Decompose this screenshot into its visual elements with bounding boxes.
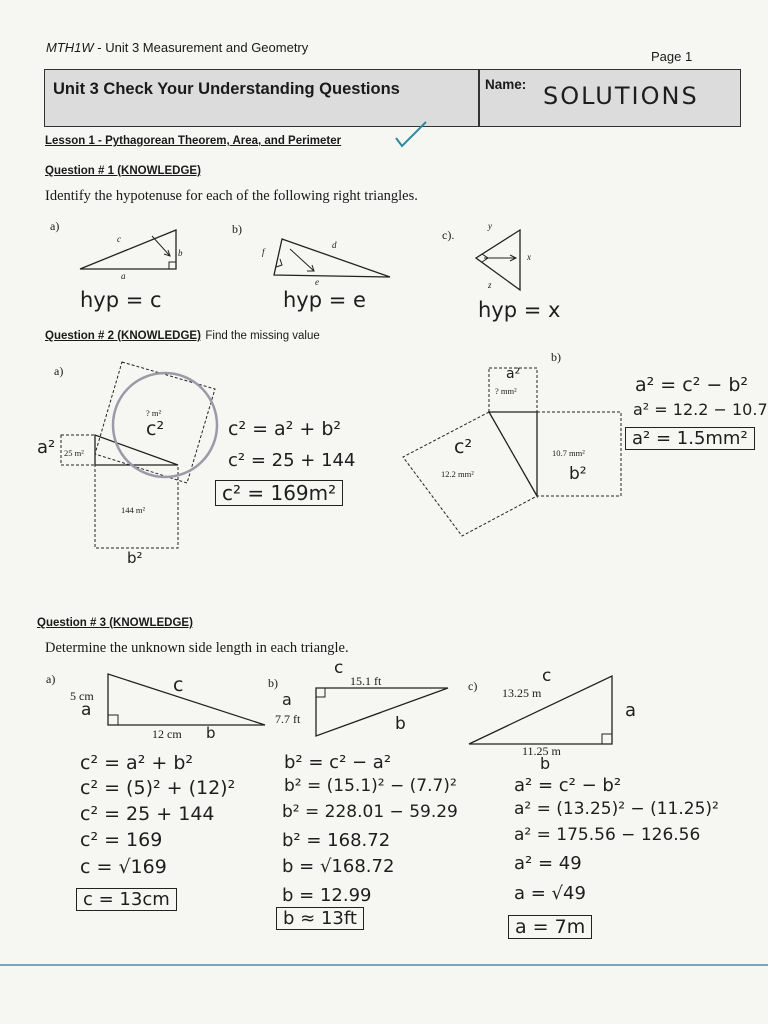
q3c-side-hyp: 13.25 m [502, 686, 542, 700]
q3b-side-left: 7.7 ft [275, 712, 301, 726]
q1a-side-c: c [117, 234, 121, 244]
q2a-hand-b2: b² [127, 549, 143, 567]
q3-instruction: Determine the unknown side length in each triangle. [45, 640, 349, 656]
q3b-hand-b: b [395, 714, 406, 734]
banner-divider [478, 70, 480, 126]
q1a-label: a) [50, 219, 60, 233]
q2b-answer: a² = 1.5mm² [625, 427, 755, 450]
name-label: Name: [485, 77, 527, 92]
q2a-answer: c² = 169m² [215, 480, 343, 506]
q1a-triangle [78, 222, 188, 272]
q2b-area-left: 12.2 mm² [441, 469, 474, 479]
q1a-answer: hyp = c [80, 288, 162, 312]
checkmark-icon [394, 120, 428, 152]
page-number: Page 1 [651, 49, 693, 64]
q2a-work-1: c² = a² + b² [228, 418, 341, 440]
q3c-work-5: a = √49 [514, 883, 586, 904]
q1c-label: c). [442, 228, 455, 242]
q1c-side-y: y [488, 221, 492, 231]
q1b-label: b) [232, 222, 242, 236]
q3b-work-4: b² = 168.72 [282, 830, 391, 851]
q2b-hand-a2: a² [506, 366, 521, 382]
q3c-hand-a: a [625, 700, 637, 721]
q3c-work-1: a² = c² − b² [514, 775, 622, 796]
q3b-work-5: b = √168.72 [282, 856, 395, 877]
q2b-area-top: ? mm² [495, 386, 517, 396]
q3a-side-left: 5 cm [70, 689, 94, 703]
q3c-hand-c: c [542, 666, 552, 686]
q2a-work-2: c² = 25 + 144 [228, 450, 356, 471]
q2b-label: b) [551, 350, 561, 364]
q2b-work-2: a² = 12.2 − 10.7 [633, 400, 768, 419]
page-title: Unit 3 Check Your Understanding Questions [53, 80, 400, 98]
course-title: - Unit 3 Measurement and Geometry [93, 40, 309, 55]
q3c-label: c) [468, 679, 478, 693]
q2a-hand-a2: a² [37, 437, 56, 458]
q3c-work-2: a² = (13.25)² − (11.25)² [514, 799, 719, 819]
q3c-hand-b: b [540, 754, 551, 773]
title-banner [44, 69, 741, 127]
q2a-area-bottom: 144 m² [121, 505, 146, 515]
lesson-heading: Lesson 1 - Pythagorean Theorem, Area, and Perimeter [45, 135, 342, 147]
q3b-side-top: 15.1 ft [350, 674, 382, 688]
q2-heading: Question # 2 (KNOWLEDGE) [45, 330, 201, 342]
q3c-triangle [465, 672, 617, 748]
q2b-area-right: 10.7 mm² [552, 448, 585, 458]
q3a-hand-b: b [206, 724, 216, 742]
q1-heading: Question # 1 (KNOWLEDGE) [45, 165, 201, 177]
q3b-hand-a: a [282, 690, 292, 709]
q3c-work-4: a² = 49 [514, 853, 582, 874]
q3b-triangle [312, 684, 452, 740]
q1a-side-a: a [121, 271, 126, 281]
q1-instruction: Identify the hypotenuse for each of the following right triangles. [45, 188, 418, 204]
name-value: SOLUTIONS [543, 82, 699, 110]
q3c-answer: a = 7m [508, 915, 592, 939]
course-code: MTH1W [46, 40, 94, 55]
q3b-work-2: b² = (15.1)² − (7.7)² [284, 776, 457, 796]
q1c-triangle [470, 228, 530, 294]
q3a-work-4: c² = 169 [80, 829, 163, 851]
q3b-answer: b ≈ 13ft [276, 907, 364, 930]
scan-edge-line [0, 964, 768, 966]
q1c-side-z: z [488, 280, 492, 290]
q3a-answer: c = 13cm [76, 888, 177, 911]
q1c-side-x: x [527, 252, 531, 262]
q3b-work-6: b = 12.99 [282, 885, 372, 906]
q3a-work-3: c² = 25 + 144 [80, 803, 215, 825]
q1b-side-d: d [332, 240, 337, 250]
q1b-side-e: e [315, 277, 319, 287]
q2b-hand-c2: c² [454, 436, 473, 458]
q3a-side-bottom: 12 cm [152, 727, 182, 741]
q1c-answer: hyp = x [478, 298, 561, 322]
q3a-work-5: c = √169 [80, 856, 167, 878]
q2a-area-top: ? m² [146, 408, 162, 418]
q2b-hand-b2: b² [569, 464, 587, 484]
q2-heading-row [45, 326, 320, 344]
q3b-work-1: b² = c² − a² [284, 752, 392, 773]
q2a-area-left: 25 m² [64, 448, 84, 458]
q1b-side-f: f [262, 247, 265, 257]
q3a-work-2: c² = (5)² + (12)² [80, 777, 236, 799]
q1b-answer: hyp = e [283, 288, 366, 312]
q1a-side-b: b [178, 248, 183, 258]
q3b-hand-c: c [334, 658, 344, 678]
q3c-work-3: a² = 175.56 − 126.56 [514, 825, 701, 845]
q2a-label: a) [54, 364, 64, 378]
q3a-hand-c: c [173, 674, 184, 696]
q3a-label: a) [46, 672, 56, 686]
q2-instruction: Find the missing value [205, 330, 320, 342]
q3b-label: b) [268, 676, 278, 690]
q3b-work-3: b² = 228.01 − 59.29 [282, 802, 458, 822]
q3a-hand-a: a [81, 700, 92, 720]
q2b-work-1: a² = c² − b² [635, 374, 748, 396]
q2a-hand-c2: c² [146, 418, 165, 440]
course-header [46, 40, 308, 55]
q3a-work-1: c² = a² + b² [80, 752, 193, 774]
q3-heading: Question # 3 (KNOWLEDGE) [37, 617, 193, 629]
q3c-side-bottom: 11.25 m [522, 744, 561, 758]
q3a-triangle [100, 670, 270, 730]
